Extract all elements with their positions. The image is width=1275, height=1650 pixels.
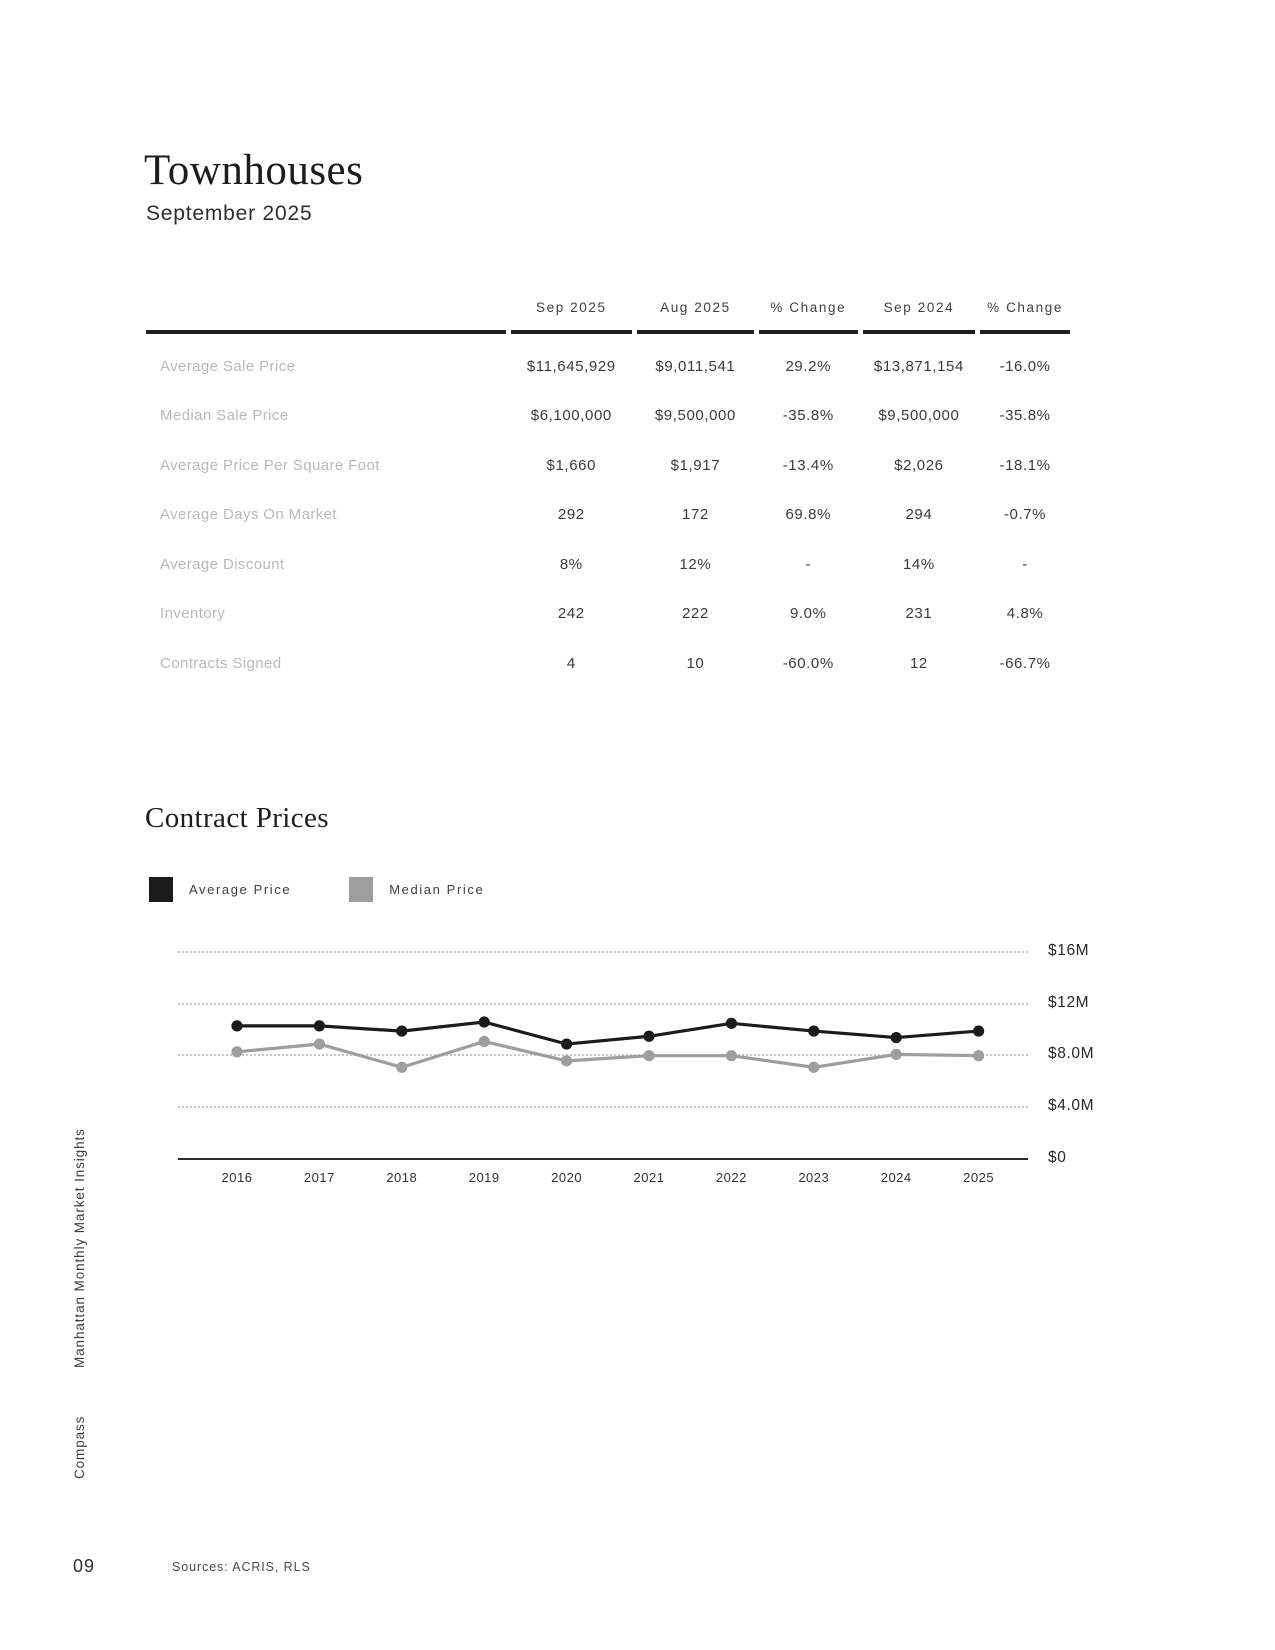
- table-row: [146, 490, 1070, 540]
- row-value: 14%: [902, 555, 935, 573]
- median-price-point-2020: [561, 1055, 572, 1066]
- row-value: 8%: [559, 555, 583, 573]
- row-value: 4: [566, 654, 576, 672]
- stats-column-header-3: Sep 2024: [863, 300, 975, 334]
- row-value: $1,660: [546, 456, 597, 474]
- row-value: 12%: [679, 555, 712, 573]
- row-value: -35.8%: [999, 407, 1051, 425]
- gridline: [178, 1106, 1028, 1108]
- row-value: -0.7%: [1003, 506, 1047, 524]
- average-price-point-2020: [561, 1038, 572, 1049]
- row-label: Average Price Per Square Foot: [160, 456, 380, 474]
- x-axis-tick-label: 2025: [963, 1170, 995, 1185]
- row-value: $11,645,929: [526, 358, 616, 375]
- stats-column-header-2: % Change: [759, 300, 858, 334]
- row-value: -18.1%: [999, 456, 1051, 474]
- table-row: [146, 391, 1070, 441]
- x-axis-tick-label: 2020: [551, 1170, 583, 1185]
- row-value: 29.2%: [785, 358, 832, 375]
- row-value: $6,100,000: [530, 407, 612, 425]
- average-price-point-2021: [643, 1031, 654, 1042]
- median-price-point-2018: [396, 1062, 407, 1073]
- median-price-point-2017: [314, 1038, 325, 1049]
- row-label: Average Sale Price: [160, 358, 296, 375]
- average-price-point-2024: [891, 1032, 902, 1043]
- average-price-point-2018: [396, 1025, 407, 1036]
- row-value: -: [805, 555, 812, 573]
- row-label: Average Discount: [160, 555, 285, 573]
- y-axis-tick-label: $8.0M: [1048, 1045, 1095, 1063]
- median-price-point-2019: [479, 1036, 490, 1047]
- median-price-swatch-icon: [349, 877, 373, 902]
- row-value: -16.0%: [999, 358, 1051, 375]
- average-price-point-2023: [808, 1025, 819, 1036]
- row-value: 231: [905, 605, 933, 623]
- average-price-point-2016: [231, 1020, 242, 1031]
- row-label: Inventory: [160, 605, 226, 623]
- x-axis-tick-label: 2016: [221, 1170, 253, 1185]
- row-value: 292: [557, 506, 585, 524]
- y-axis-tick-label: $12M: [1048, 993, 1090, 1011]
- table-row: [146, 441, 1070, 491]
- stats-column-header-4: % Change: [980, 300, 1070, 334]
- gridline: [178, 1003, 1028, 1005]
- legend-label-average-price: Average Price: [189, 882, 292, 897]
- x-axis-tick-label: 2024: [880, 1170, 912, 1185]
- x-axis-line: [178, 1158, 1028, 1160]
- row-value: -66.7%: [999, 654, 1051, 672]
- legend-item-average-price: [149, 877, 291, 902]
- sources-note: Sources: ACRIS, RLS: [172, 1560, 311, 1574]
- x-axis-tick-label: 2023: [798, 1170, 830, 1185]
- stats-column-header-1: Aug 2025: [637, 300, 754, 334]
- median-price-point-2023: [808, 1062, 819, 1073]
- row-label: Contracts Signed: [160, 654, 282, 672]
- average-price-line: [237, 1022, 979, 1044]
- page-subtitle: September 2025: [146, 202, 313, 225]
- page-number: 09: [73, 1556, 96, 1576]
- row-value: 172: [681, 506, 709, 524]
- gridline: [178, 1054, 1028, 1056]
- stats-table: [141, 300, 1075, 688]
- x-axis-tick-label: 2017: [303, 1170, 335, 1185]
- row-value: $9,011,541: [655, 358, 736, 375]
- row-value: $9,500,000: [878, 407, 960, 425]
- row-value: 222: [681, 605, 709, 623]
- y-axis-tick-label: $4.0M: [1048, 1097, 1095, 1115]
- x-axis-tick-label: 2021: [633, 1170, 665, 1185]
- x-axis-tick-label: 2019: [468, 1170, 500, 1185]
- row-label: Median Sale Price: [160, 407, 289, 425]
- row-value: $9,500,000: [654, 407, 736, 425]
- row-value: -: [1022, 555, 1028, 573]
- gridline: [178, 951, 1028, 953]
- row-value: $1,917: [670, 456, 721, 474]
- row-value: $2,026: [894, 456, 944, 474]
- row-value: 12: [909, 654, 928, 672]
- x-axis-tick-label: 2018: [386, 1170, 418, 1185]
- sidebar-vertical-text: Manhattan Monthly Market Insights: [72, 1128, 87, 1368]
- row-value: 242: [557, 605, 585, 623]
- average-price-point-2017: [314, 1020, 325, 1031]
- section-title-contract-prices: Contract Prices: [145, 802, 329, 834]
- average-price-point-2025: [973, 1025, 984, 1036]
- table-row: [146, 589, 1070, 639]
- average-price-point-2019: [479, 1016, 490, 1027]
- table-row: [146, 639, 1070, 689]
- chart-legend: [149, 877, 542, 902]
- row-value: 9.0%: [789, 605, 827, 623]
- row-value: 69.8%: [785, 506, 832, 524]
- stats-column-header-0: Sep 2025: [511, 300, 632, 334]
- stats-table-header-row: [146, 300, 1070, 334]
- row-value: -35.8%: [782, 407, 834, 425]
- x-axis-tick-label: 2022: [715, 1170, 747, 1185]
- table-row: [146, 334, 1070, 391]
- y-axis-tick-label: $0: [1048, 1149, 1067, 1166]
- legend-label-median-price: Median Price: [389, 882, 485, 897]
- legend-item-median-price: [349, 877, 484, 902]
- table-row: [146, 540, 1070, 590]
- row-value: 294: [905, 506, 933, 524]
- row-value: 10: [686, 654, 705, 672]
- y-axis-tick-label: $16M: [1048, 941, 1090, 959]
- stats-header-spacer: [146, 300, 506, 334]
- row-value: $13,871,154: [873, 358, 964, 375]
- average-price-point-2022: [726, 1018, 737, 1029]
- brand-vertical-text: Compass: [72, 1415, 87, 1479]
- page-title: Townhouses: [144, 147, 364, 194]
- row-value: -60.0%: [782, 654, 834, 672]
- average-price-swatch-icon: [149, 877, 173, 902]
- row-value: 4.8%: [1006, 605, 1044, 623]
- row-value: -13.4%: [782, 456, 834, 474]
- row-label: Average Days On Market: [160, 506, 337, 524]
